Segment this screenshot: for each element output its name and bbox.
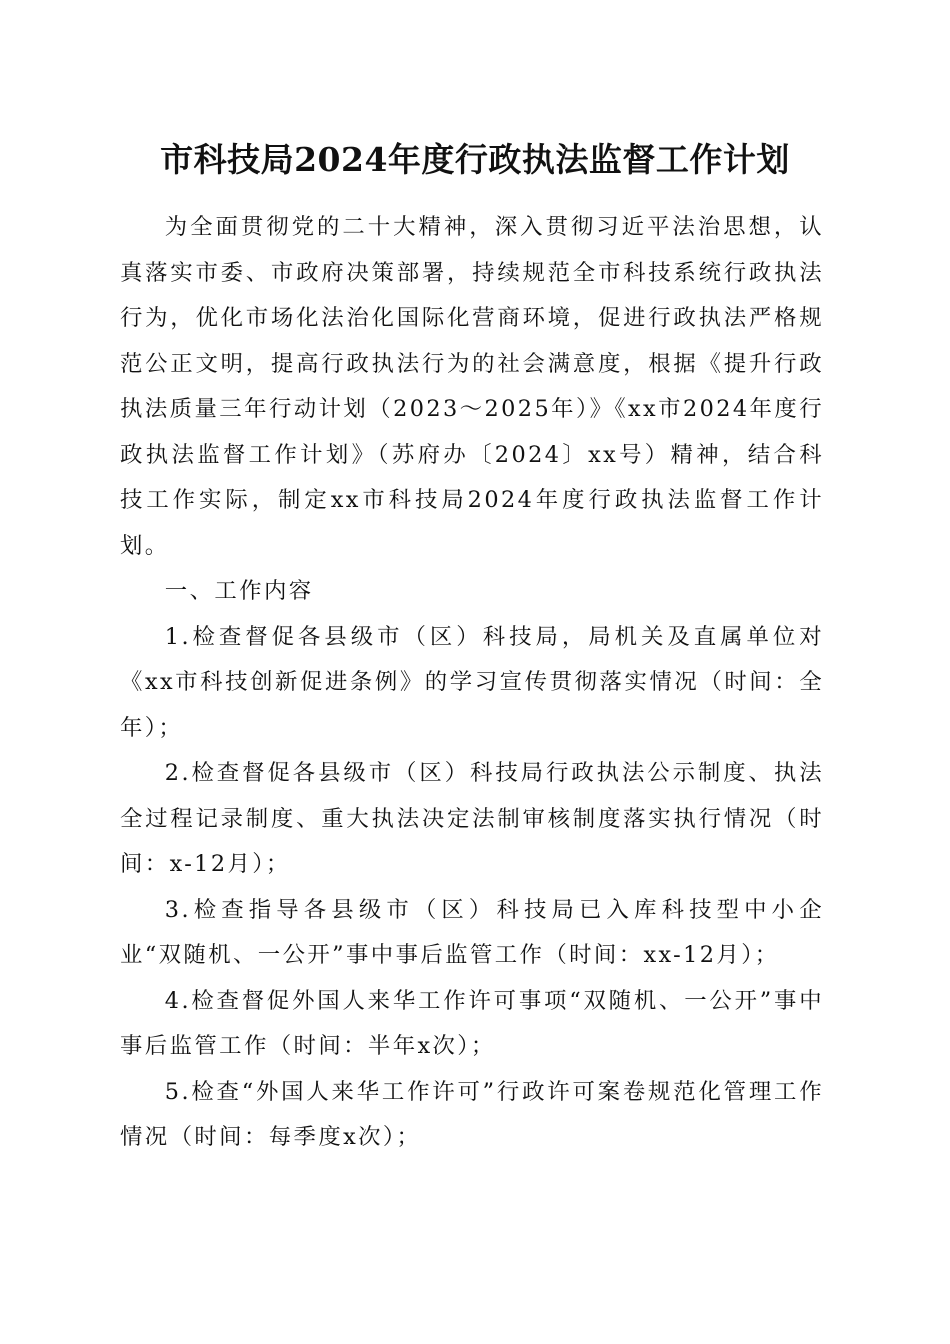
list-item: 5.检查“外国人来华工作许可”行政许可案卷规范化管理工作情况（时间：每季度x次）； — [120, 1078, 824, 1150]
list-item: 1.检查督促各县级市（区）科技局，局机关及直属单位对《xx市科技创新促进条例》的学习宣传贯彻落实情况（时间：全年）； — [120, 623, 824, 741]
list-item: 4.检查督促外国人来华工作许可事项“双随机、一公开”事中事后监管工作（时间：半年x次）； — [120, 987, 824, 1059]
list-item: 2.检查督促各县级市（区）科技局行政执法公示制度、执法全过程记录制度、重大执法决定法制审核制度落实执行情况（时间：x-12月）； — [120, 760, 824, 877]
document-title: 市科技局2024年度行政执法监督工作计划 — [160, 140, 790, 179]
list-item: 3.检查指导各县级市（区）科技局已入库科技型中小企业“双随机、一公开”事中事后监管工作（时间：xx-12月）； — [120, 896, 824, 968]
section-heading: 一、工作内容 — [164, 578, 314, 604]
intro-paragraph: 为全面贯彻党的二十大精神，深入贯彻习近平法治思想，认真落实市委、市政府决策部署，持续规范全市科技系统行政执法行为，优化市场化法治化国际化营商环境，促进行政执法严格规范公正文明，提高行政执法行为的社会满意度，根据《提升行政执法质量三年行动计划（2023～2025年）》《xx市2024年度行政执法监督工作计划》（苏府办〔2024〕xx号）精神，结合科技工作实际，制定xx市科技局2024年度行政执法监督工作计划。 — [120, 214, 824, 559]
document-body — [120, 205, 824, 1161]
